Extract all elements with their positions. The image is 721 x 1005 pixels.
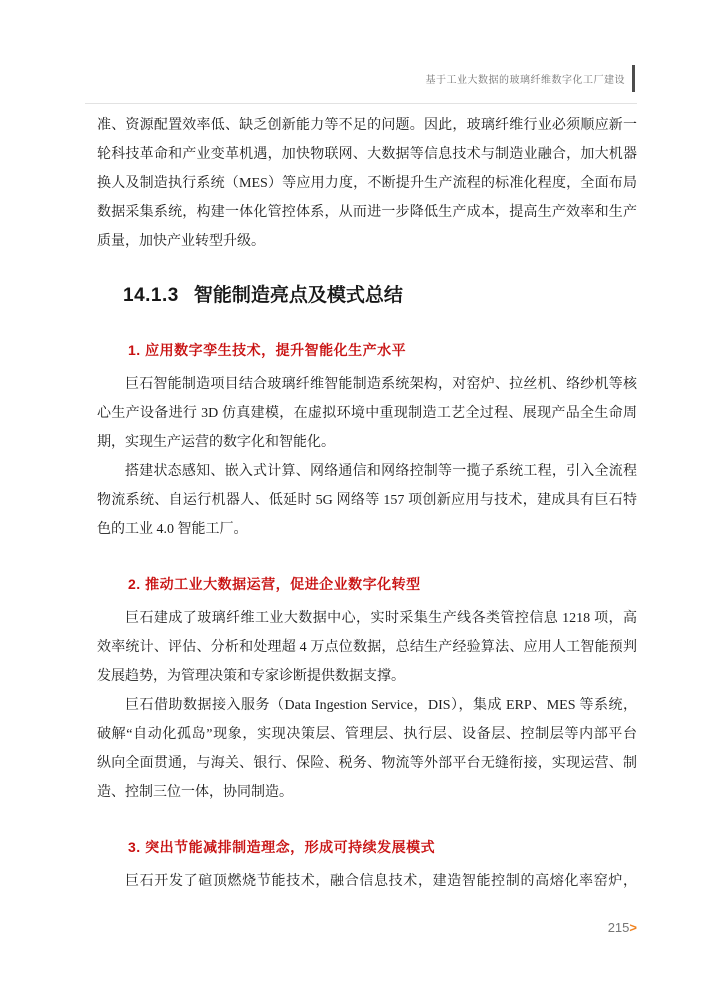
paragraph-line: 巨石建成了玻璃纤维工业大数据中心，实时采集生产线各类管控信息 1218 项，高 — [125, 611, 637, 626]
section-heading — [123, 282, 637, 310]
body-paragraph — [97, 370, 637, 457]
paragraph-line: 心生产设备进行 3D 仿真建模，在虚拟环境中重现制造工艺全过程、展现产品全生命周 — [97, 406, 637, 421]
red-subheading: 1. 应用数字孪生技术，提升智能化生产水平 — [128, 342, 407, 358]
paragraph-line: 搭建状态感知、嵌入式计算、网络通信和网络控制等一揽子系统工程，引入全流程 — [125, 464, 637, 479]
running-head — [97, 63, 635, 93]
body-paragraph — [97, 111, 637, 256]
paragraph-line: 巨石开发了碹顶燃烧节能技术，融合信息技术，建造智能控制的高熔化率窑炉， — [125, 874, 637, 889]
body-paragraph — [97, 457, 637, 544]
paragraph-line: 巨石借助数据接入服务（Data Ingestion Service，DIS），集成 ERP、MES 等系统， — [125, 698, 637, 713]
paragraph-line: 巨石智能制造项目结合玻璃纤维智能制造系统架构，对窑炉、拉丝机、络纱机等核 — [125, 377, 637, 392]
page-footer — [608, 920, 637, 936]
paragraph-line: 效率统计、评估、分析和处理超 4 万点位数据，总结生产经验算法、应用人工智能预判 — [97, 640, 637, 655]
page-arrow-icon: > — [629, 920, 637, 935]
body-paragraph — [97, 691, 637, 807]
paragraph-line: 轮科技革命和产业变革机遇，加快物联网、大数据等信息技术与制造业融合，加大机器 — [97, 147, 637, 162]
section-number: 14.1.3 — [123, 285, 179, 306]
running-head-title: 基于工业大数据的玻璃纤维数字化工厂建设 — [425, 74, 625, 86]
paragraph-line: 物流系统、自运行机器人、低延时 5G 网络等 157 项创新应用与技术，建成具有巨石特 — [97, 493, 637, 508]
page-number: 215 — [607, 920, 630, 935]
paragraph-line: 色的工业 4.0 智能工厂。 — [97, 522, 248, 537]
paragraph-line: 质量，加快产业转型升级。 — [97, 234, 265, 249]
paragraph-line: 准、资源配置效率低、缺乏创新能力等不足的问题。因此，玻璃纤维行业必须顺应新一 — [97, 118, 637, 133]
paragraph-line: 期，实现生产运营的数字化和智能化。 — [97, 435, 335, 450]
running-head-bar — [632, 65, 635, 92]
section-title: 智能制造亮点及模式总结 — [193, 285, 403, 306]
red-subheading: 2. 推动工业大数据运营，促进企业数字化转型 — [128, 576, 421, 592]
paragraph-line: 数据采集系统，构建一体化管控体系，从而进一步降低生产成本，提高生产效率和生产 — [97, 205, 637, 220]
header-rule — [85, 103, 637, 104]
body-paragraph — [97, 867, 637, 896]
paragraph-line: 换人及制造执行系统（MES）等应用力度，不断提升生产流程的标准化程度，全面布局 — [97, 176, 637, 191]
red-subheading: 3. 突出节能减排制造理念，形成可持续发展模式 — [128, 839, 436, 855]
paragraph-line: 造、控制三位一体，协同制造。 — [97, 785, 293, 800]
paragraph-line: 发展趋势，为管理决策和专家诊断提供数据支撑。 — [97, 669, 405, 684]
paragraph-line: 纵向全面贯通，与海关、银行、保险、税务、物流等外部平台无缝衔接，实现运营、制 — [97, 756, 637, 771]
paragraph-line: 破解“自动化孤岛”现象，实现决策层、管理层、执行层、设备层、控制层等内部平台 — [97, 727, 637, 742]
body-paragraph — [97, 604, 637, 691]
content-blocks — [97, 111, 637, 896]
